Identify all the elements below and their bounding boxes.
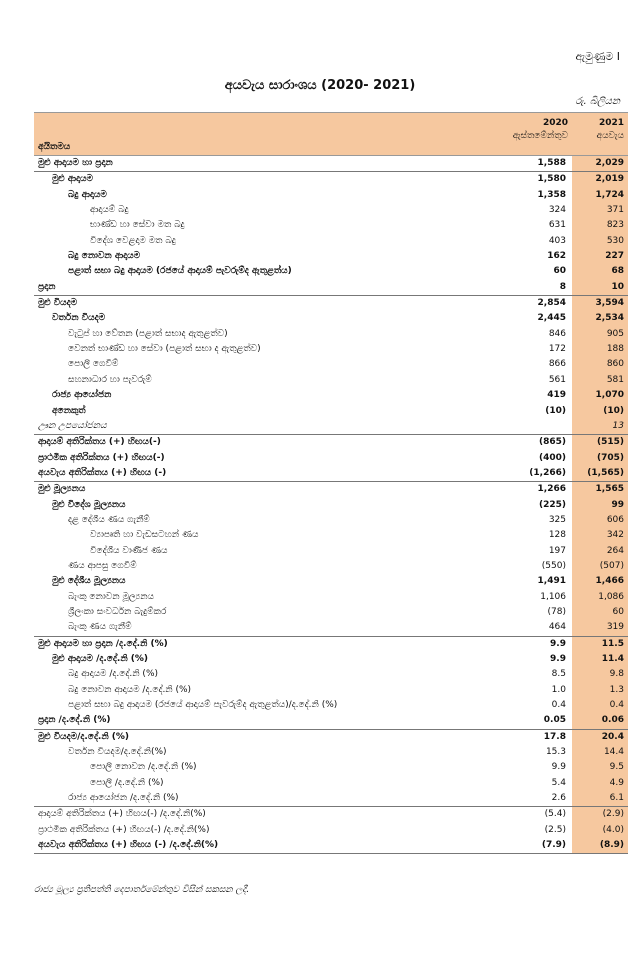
row-label: විදේශීය වාණිජ ණය [90, 545, 168, 556]
value-2020: (10) [545, 405, 566, 416]
table-row [34, 434, 628, 450]
value-2021: 0.06 [601, 715, 624, 726]
table-row [34, 620, 628, 635]
row-label: බදු ආදායම [68, 189, 107, 200]
value-2021: (705) [596, 452, 624, 463]
value-2021: 14.4 [603, 747, 624, 758]
row-label: සහනාධාර හා පැවරුම් [68, 374, 152, 385]
value-2021: 227 [605, 251, 624, 262]
value-2021: 11.4 [601, 654, 624, 664]
value-2020: (225) [538, 499, 566, 510]
value-2021: 11.5 [601, 638, 624, 649]
value-2021: (10) [603, 405, 624, 416]
table-row [34, 498, 628, 513]
table-row [34, 373, 628, 388]
budget-summary-table [34, 112, 628, 854]
table-row [34, 481, 628, 497]
table-row [34, 698, 628, 713]
table-row [34, 419, 628, 434]
table-row [34, 823, 628, 838]
row-label: ආදායම් අතිරික්තය (+) හිඟය(-) /ද.දේ.නි(%) [38, 809, 206, 820]
header-2021-year: 2021 [598, 118, 624, 128]
value-2020: 1,580 [537, 174, 566, 185]
table-row [34, 327, 628, 342]
value-2021: 342 [606, 530, 624, 541]
value-2021: 99 [611, 499, 624, 510]
table-row [34, 590, 628, 605]
value-2021: 68 [611, 266, 624, 277]
table-body [34, 156, 628, 854]
table-row [34, 203, 628, 218]
value-2021: 13 [612, 420, 624, 431]
value-2020: 2,854 [537, 298, 566, 309]
value-2021: 3,594 [595, 298, 624, 309]
value-2021: 1,724 [595, 189, 624, 200]
value-2020: 419 [547, 390, 566, 401]
table-row [34, 806, 628, 822]
annex-label: ඇමුණුම I [575, 50, 620, 63]
value-2021: 10 [611, 281, 624, 292]
table-row [34, 559, 628, 574]
table-row [34, 838, 628, 854]
table-row [34, 760, 628, 775]
row-label: රාජ්‍ය ආයෝජන [52, 390, 112, 401]
value-2021: (1,565) [587, 467, 624, 478]
value-2020: 60 [553, 266, 566, 277]
row-label: වැටුප් හා වේතන (පළාත් සභාද ඇතුළත්ව) [68, 328, 228, 339]
header-2020 [513, 117, 568, 143]
row-label: පොලී /ද.දේ.නි (%) [90, 777, 164, 788]
table-row [34, 234, 628, 249]
value-2021: 319 [606, 622, 624, 633]
value-2020: (400) [538, 452, 566, 463]
header-2021-sub: අයවැය [596, 131, 624, 141]
row-label: විදේශ වෙළදාම මත බදු [90, 235, 176, 246]
row-label: මුළු වියදම/ද.දේ.නි (%) [38, 731, 130, 742]
row-label: පළාත් සභා බදු ආදායම (රජයේ ආදායම් පැවරුම්ද ඇතුළත්ය) [68, 266, 292, 277]
row-label: මුළු විදේශ මූල්‍යනය [52, 499, 126, 510]
row-label: මුළු ආදායම හා ප්‍රදාන /ද.දේ.නි (%) [38, 638, 168, 649]
table-row [34, 513, 628, 528]
table-row [34, 388, 628, 403]
row-label: රාජ්‍ය ආයෝජන /ද.දේ.නි (%) [68, 793, 179, 804]
row-label: ප්‍රදාන [38, 281, 56, 292]
row-label: මුළු ආදායම /ද.දේ.නි (%) [52, 654, 148, 664]
row-label: අයවැය අතිරික්තය (+) හිඟය (-) [38, 467, 167, 478]
value-2020: (1,266) [529, 467, 566, 478]
row-label: මුළු ආදායම හා ප්‍රදාන [38, 158, 113, 168]
value-2020: 197 [548, 545, 566, 556]
row-label: බදු ආදායම /ද.දේ.නි (%) [68, 669, 159, 680]
value-2020: 9.9 [551, 762, 566, 773]
row-label: අයවැය අතිරික්තය (+) හිඟය (-) /ද.දේ.නි(%) [38, 840, 219, 851]
value-2020: 2.6 [551, 793, 566, 804]
table-row [34, 745, 628, 760]
row-label: වර්තන වියදම/ද.දේ.නි(%) [68, 747, 167, 758]
value-2020: 1,266 [537, 484, 566, 495]
row-label: ව්‍යාපෘති හා වැඩසටහන් ණය [90, 530, 199, 541]
value-2020: 325 [548, 514, 566, 525]
table-row [34, 311, 628, 326]
value-2020: 561 [548, 374, 566, 385]
value-2020: 172 [548, 344, 566, 355]
value-2021: 1,466 [595, 576, 624, 587]
value-2021: 9.8 [609, 669, 624, 680]
value-2020: 128 [548, 530, 566, 541]
value-2020: 631 [548, 220, 566, 231]
table-row [34, 264, 628, 279]
table-row [34, 357, 628, 372]
value-2020: (550) [541, 560, 566, 571]
value-2021: (2.9) [602, 809, 624, 820]
page-title: අයවැය සාරාංශය (2020- 2021) [224, 78, 416, 93]
row-label: ප්‍රාථමික අතිරික්තය (+) හිඟය(-) /ද.දේ.නි(%) [38, 824, 210, 835]
value-2020: 5.4 [551, 777, 566, 788]
table-row [34, 729, 628, 745]
value-2021: 606 [606, 514, 624, 525]
row-label: පොලී ගෙවීම් [68, 359, 119, 370]
table-row [34, 574, 628, 589]
value-2020: (7.9) [541, 840, 566, 851]
value-2020: 15.3 [545, 747, 566, 758]
value-2020: 8.5 [551, 669, 566, 680]
value-2021: 264 [606, 545, 624, 556]
table-row [34, 295, 628, 311]
value-2020: (5.4) [544, 809, 566, 820]
value-2021: 905 [606, 328, 624, 339]
row-label: මුළු ආදායම [52, 174, 93, 185]
table-row [34, 636, 628, 652]
value-2020: 324 [548, 205, 566, 216]
table-row [34, 280, 628, 295]
value-2020: 9.9 [550, 638, 566, 649]
row-label: මුළු දේශීය මූල්‍යනය [52, 576, 126, 587]
row-label: ආදායම් බදු [90, 205, 129, 216]
table-row [34, 683, 628, 698]
table-row [34, 713, 628, 728]
header-2021 [597, 117, 624, 143]
table-row [34, 776, 628, 791]
value-2021: (4.0) [602, 824, 624, 835]
value-2021: 1.3 [609, 684, 624, 695]
header-2020-year: 2020 [542, 118, 568, 128]
value-2021: (8.9) [599, 840, 624, 851]
value-2021: 1,565 [595, 484, 624, 495]
row-label: භාණ්ඩ හා සේවා මත බදු [90, 220, 185, 231]
row-label: පළාත් සභා බදු ආදායම (රජයේ ආදායම් පැවරුම්ද ඇතුළත්ය)/ද.දේ.නි (%) [68, 700, 338, 711]
value-2020: 9.9 [550, 654, 566, 664]
value-2021: 60 [612, 606, 624, 617]
value-2020: 1,358 [537, 189, 566, 200]
value-2021: 188 [606, 344, 624, 355]
row-label: මුළු වියදම [38, 298, 78, 309]
value-2021: 530 [606, 235, 624, 246]
row-label: බදු නොවන ආදායම /ද.දේ.නි (%) [68, 684, 192, 695]
value-2021: 4.9 [609, 777, 624, 788]
value-2020: 0.05 [543, 715, 566, 726]
table-row [34, 156, 628, 171]
row-label: බැංකු ණය ගැනීම් [68, 622, 132, 633]
value-2021: 371 [606, 205, 624, 216]
unit-label: රු. බිලියන [575, 96, 620, 107]
value-2020: 1,491 [537, 576, 566, 587]
table-row [34, 528, 628, 543]
value-2021: (515) [596, 437, 624, 448]
value-2021: 823 [606, 220, 624, 231]
table-row [34, 605, 628, 620]
row-label: ආදායම් අතිරික්තය (+) හිඟය(-) [38, 437, 161, 448]
value-2020: 17.8 [543, 731, 566, 742]
value-2021: 860 [606, 359, 624, 370]
value-2020: (2.5) [544, 824, 566, 835]
row-label: ශ්‍රීලංකා සංවර්ධන බැදුම්කර [68, 606, 167, 617]
table-header [34, 112, 628, 156]
value-2020: 403 [548, 235, 566, 246]
row-label: වෙනත් භාණ්ඩ හා සේවා (පළාත් සභා ද ඇතුළත්ව) [68, 344, 261, 355]
value-2020: 2,445 [537, 313, 566, 324]
row-label: බදු නොවන ආදායම [68, 251, 141, 262]
value-2020: 8 [559, 281, 566, 292]
value-2021: (507) [599, 560, 624, 571]
value-2020: 464 [548, 622, 566, 633]
value-2021: 6.1 [609, 793, 624, 804]
row-label: දළ දේශීය ණය ගැනීම් [68, 514, 150, 525]
value-2021: 2,029 [595, 158, 624, 168]
value-2020: 866 [548, 359, 566, 370]
value-2020: 1,588 [537, 158, 566, 168]
table-row [34, 188, 628, 203]
value-2021: 2,534 [595, 313, 624, 324]
row-label: බැංකු නොවන මූල්‍යනය [68, 591, 155, 602]
row-label: අනෙකුත් [52, 405, 86, 416]
table-row [34, 451, 628, 466]
table-row [34, 171, 628, 187]
table-row [34, 466, 628, 481]
table-row [34, 218, 628, 233]
row-label: වර්තන වියදම [52, 313, 106, 324]
table-row [34, 249, 628, 264]
value-2021: 1,070 [595, 390, 624, 401]
footer-note: රාජ්‍ය මූල්‍ය ප්‍රතිපත්ති දෙපාර්තමේන්තුව විසින් සකසන ලදී. [34, 885, 250, 895]
value-2021: 20.4 [601, 731, 624, 742]
value-2020: 0.4 [551, 700, 566, 711]
row-label: ඌන උපයෝජනය [38, 420, 107, 431]
row-label: පොලී නොවන /ද.දේ.නි (%) [90, 762, 197, 773]
value-2020: 162 [547, 251, 566, 262]
row-label: ප්‍රාථමික අතිරික්තය (+) හිඟය(-) [38, 452, 165, 463]
value-2021: 1,086 [598, 591, 624, 602]
value-2021: 0.4 [609, 700, 624, 711]
table-row [34, 791, 628, 806]
value-2020: 846 [548, 328, 566, 339]
value-2020: (78) [547, 606, 566, 617]
table-row [34, 404, 628, 419]
row-label: ප්‍රදාන /ද.දේ.නි (%) [38, 715, 111, 726]
row-label: මුළු මූල්‍යනය [38, 484, 86, 495]
value-2020: 1.0 [551, 684, 566, 695]
value-2021: 2,019 [595, 174, 624, 185]
row-label: ණය ආපසු ගෙවීම් [68, 560, 137, 571]
table-row [34, 667, 628, 682]
header-item-label: අයිතමය [38, 142, 71, 152]
table-row [34, 544, 628, 559]
table-row [34, 652, 628, 667]
header-2020-sub: ඇස්තමේන්තුව [512, 131, 568, 141]
value-2021: 581 [606, 374, 624, 385]
value-2020: 1,106 [540, 591, 566, 602]
value-2020: (865) [538, 437, 566, 448]
value-2021: 9.5 [609, 762, 624, 773]
table-row [34, 342, 628, 357]
